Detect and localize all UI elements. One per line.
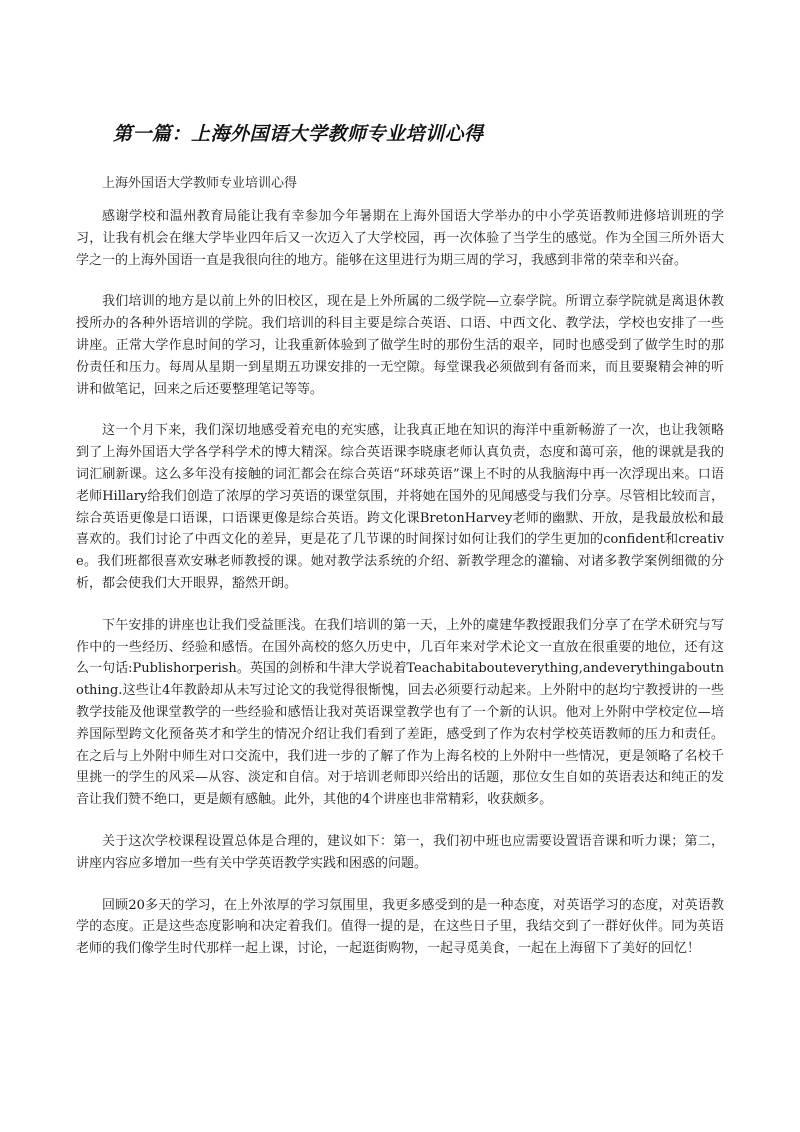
paragraph-courses: 这一个月下来，我们深切地感受着充电的充实感，让我真正地在知识的海洋中重新畅游了一次，也让我领略到了上海外国语大学各学科学术的博大精深。综合英语课李晓康老师认真负责，态度和蔼可亲，他的课就是我的词汇刷新课。这么多年没有接触的词汇都会在综合英语“环球英语”课上不时的从我脑海中再一次浮现出来。口语老师Hillary给我们创造了浓厚的学习英语的课堂氛围，并将她在国外的见闻感受与我们分享。尽管相比较而言，综合英语更像是口语课，口语课更像是综合英语。跨文化课BretonHarvey老师的幽默、开放，是我最放松和最喜欢的。我们讨论了中西文化的差异，更是花了几节课的时间探讨如何让我们的学生更加的confident和creative。我们班都很喜欢安琳老师教授的课。她对教学法系统的介绍、新教学理念的灌输、对诸多教学案例细微的分析，都会使我们大开眼界，豁然开朗。 [76, 423, 724, 591]
paragraph-review: 回顾20多天的学习，在上外浓厚的学习氛围里，我更多感受到的是一种态度，对英语学习的态度，对英语教学的态度。正是这些态度影响和决定着我们。值得一提的是，在这些日子里，我结交到了一群好伙伴。同为英语老师的我们像学生时代那样一起上课，讨论，一起逛街购物，一起寻觅美食，一起在上海留下了美好的回忆！ [76, 897, 724, 957]
paragraph-gratitude: 感谢学校和温州教育局能让我有幸参加今年暑期在上海外国语大学举办的中小学英语教师进修培训班的学习，让我有机会在继大学毕业四年后又一次迈入了大学校园，再一次体验了当学生的感觉。作为全国三所外语大学之一的上海外国语一直是我很向往的地方。能够在这里进行为期三周的学习，我感到非常的荣幸和兴奋。 [76, 209, 724, 268]
document-title: 第一篇：上海外国语大学教师专业培训心得 [113, 123, 484, 145]
paragraph-lectures: 下午安排的讲座也让我们受益匪浅。在我们培训的第一天，上外的虞建华教授跟我们分享了在学术研究与写作中的一些经历、经验和感悟。在国外高校的悠久历史中，几百年来对学术论文一直放在很重要的地位，还有这么一句话:Publishorperish。英国的剑桥和牛津大学说着Teachabitabouteverything,andeverythingaboutnothing.这些让4年教龄却从未写过论文的我觉得很惭愧，回去必须要行动起来。上外附中的赵均宁教授讲的一些教学技能及他课堂教学的一些经验和感悟让我对英语课堂教学也有了一个新的认识。他对上外附中学校定位—培养国际型跨文化预备英才和学生的情况介绍让我们看到了差距，感受到了作为农村学校英语教师的压力和责任。在之后与上外附中师生对口交流中，我们进一步的了解了作为上海名校的上外附中一些情况，更是领略了名校千里挑一的学生的风采—从容、淡定和自信。对于培训老师即兴给出的话题，那位女生自如的英语表达和纯正的发音让我们赞不绝口，更是颇有感触。此外，其他的4个讲座也非常精彩，收获颇多。 [76, 617, 724, 808]
paragraph-training-location: 我们培训的地方是以前上外的旧校区，现在是上外所属的二级学院—立泰学院。所谓立泰学院就是离退休教授所办的各种外语培训的学院。我们培训的科目主要是综合英语、口语、中西文化、教学法，学校也安排了一些讲座。正常大学作息时间的学习，让我重新体验到了做学生时的那份生活的艰辛，同时也感受到了做学生时的那份责任和压力。每周从星期一到星期五功课安排的一无空隙。每堂课我必须做到有备而来，而且要聚精会神的听讲和做笔记，回来之后还要整理笔记等等。 [76, 294, 724, 397]
document-body [76, 206, 724, 980]
paragraph-suggestions: 关于这次学校课程设置总体是合理的，建议如下：第一，我们初中班也应需要设置语音课和听力课；第二，讲座内容应多增加一些有关中学英语教学实践和困惑的问题。 [76, 833, 724, 871]
document-subtitle: 上海外国语大学教师专业培训心得 [102, 176, 298, 191]
